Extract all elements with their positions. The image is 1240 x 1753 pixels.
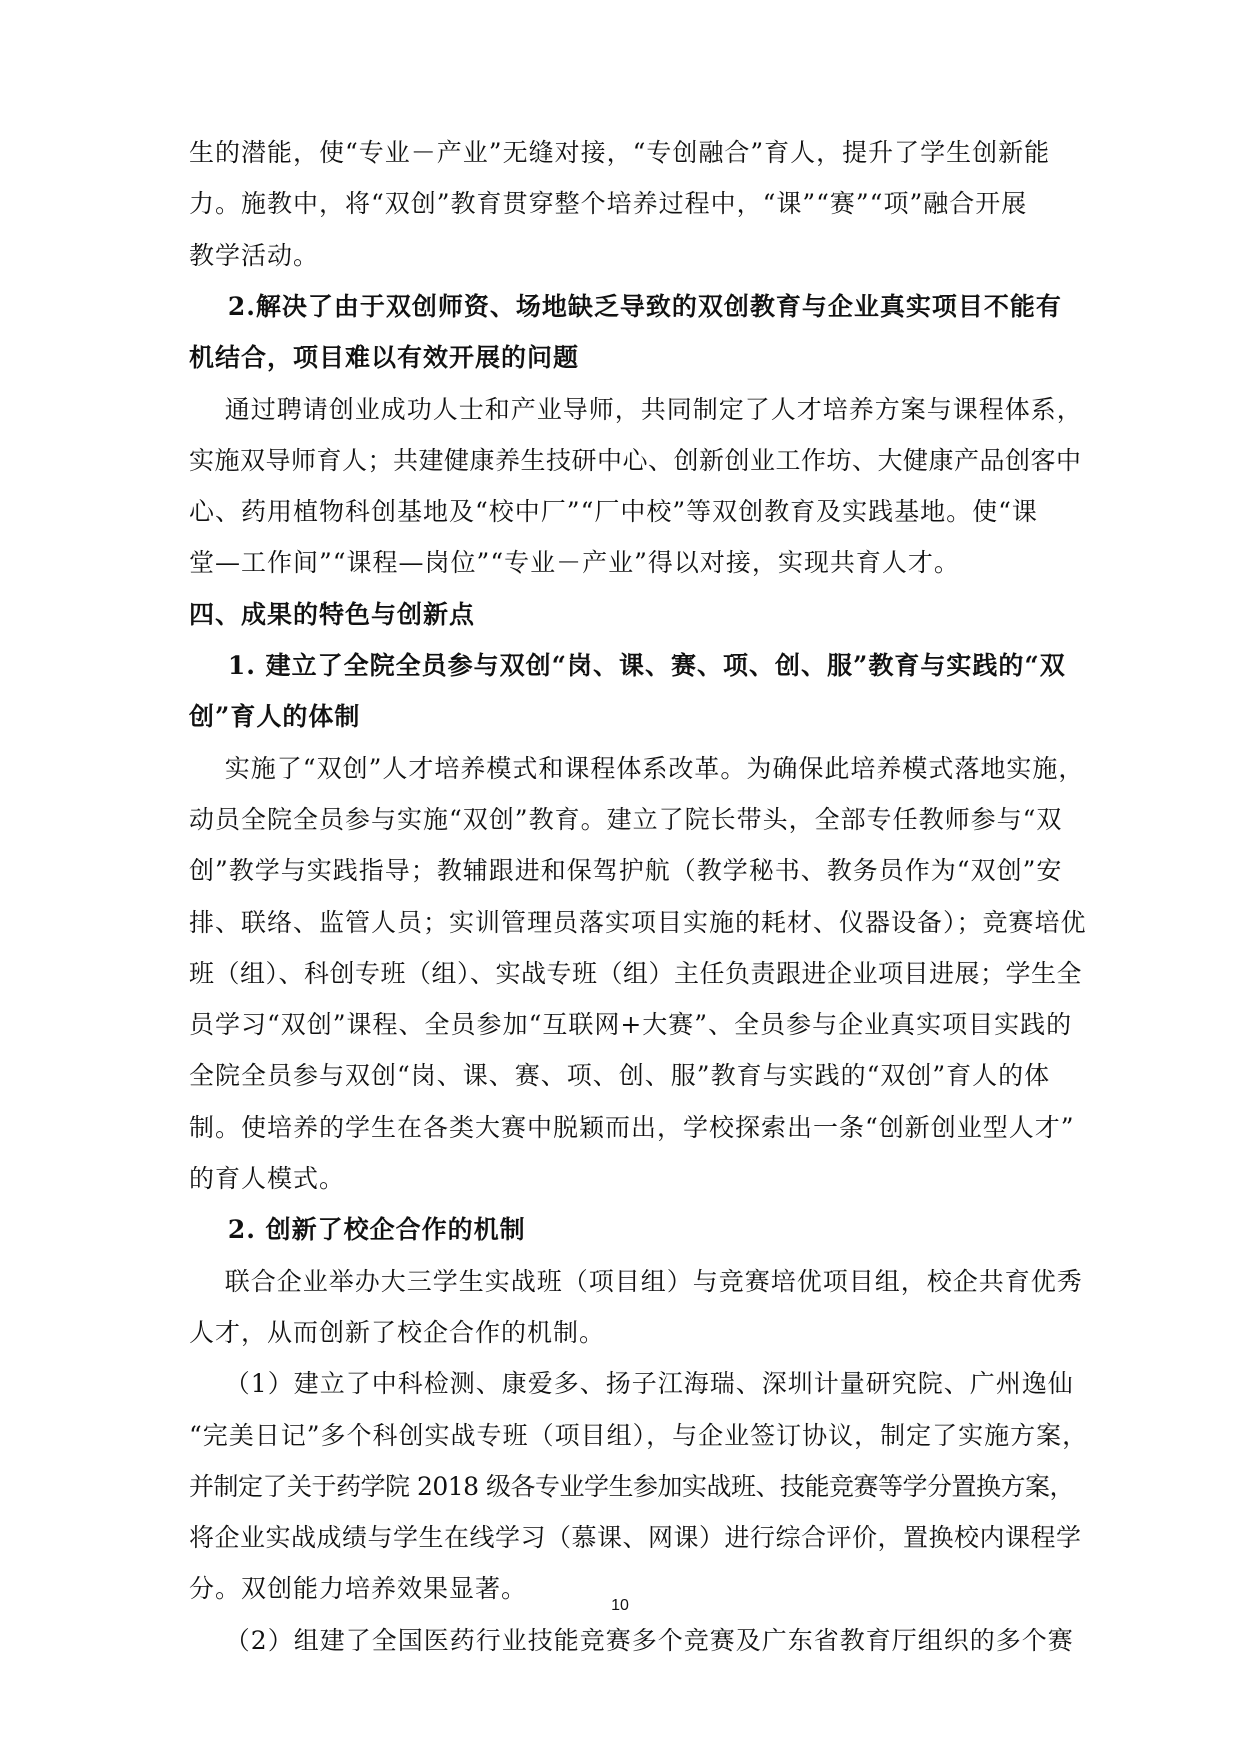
text-line: “完美日记”多个科创实战专班（项目组），与企业签订协议，制定了实施方案， <box>189 1421 1089 1450</box>
text-line: 并制定了关于药学院 2018 级各专业学生参加实战班、技能竞赛等学分置换方案， <box>189 1472 1075 1501</box>
text-line: 心、药用植物科创基地及“校中厂”“厂中校”等双创教育及实践基地。使“课 <box>189 497 1038 526</box>
heading-line: 2.解决了由于双创师资、场地缺乏导致的双创教育与企业真实项目不能有 <box>189 292 1062 321</box>
heading-line: 2. 创新了校企合作的机制 <box>189 1215 526 1244</box>
text-line: 创”教学与实践指导；教辅跟进和保驾护航（教学秘书、教务员作为“双创”安 <box>189 856 1063 885</box>
text-line: 实施了“双创”人才培养模式和课程体系改革。为确保此培养模式落地实施， <box>189 754 1085 783</box>
text-line: 动员全院全员参与实施“双创”教育。建立了院长带头，全部专任教师参与“双 <box>189 805 1063 834</box>
text-line: 全院全员参与双创“岗、课、赛、项、创、服”教育与实践的“双创”育人的体 <box>189 1061 1051 1090</box>
text-line: 通过聘请创业成功人士和产业导师，共同制定了人才培养方案与课程体系， <box>189 395 1083 424</box>
heading-line: 四、成果的特色与创新点 <box>189 600 476 629</box>
text-line: 生的潜能，使“专业－产业”无缝对接，“专创融合”育人，提升了学生创新能 <box>189 138 1051 167</box>
heading-line: 机结合，项目难以有效开展的问题 <box>189 343 580 372</box>
text-line: 排、联络、监管人员；实训管理员落实项目实施的耗材、仪器设备）；竞赛培优 <box>189 908 1087 937</box>
text-line: 堂—工作间”“课程—岗位”“专业－产业”得以对接，实现共育人才。 <box>189 548 960 577</box>
heading-line: 1. 建立了全院全员参与双创“岗、课、赛、项、创、服”教育与实践的“双 <box>189 651 1066 680</box>
text-line: 实施双导师育人；共建健康养生技研中心、创新创业工作坊、大健康产品创客中 <box>189 446 1082 475</box>
text-line: 人才，从而创新了校企合作的机制。 <box>189 1318 606 1347</box>
text-line: （1）建立了中科检测、康爱多、扬子江海瑞、深圳计量研究院、广州逸仙 <box>189 1369 1074 1398</box>
text-line: 教学活动。 <box>189 241 320 270</box>
text-line: 联合企业举办大三学生实战班（项目组）与竞赛培优项目组，校企共育优秀 <box>189 1267 1083 1296</box>
text-line: 分。双创能力培养效果显著。 <box>189 1574 528 1603</box>
text-line: （2）组建了全国医药行业技能竞赛多个竞赛及广东省教育厅组织的多个赛 <box>189 1626 1074 1655</box>
text-line: 的育人模式。 <box>189 1164 346 1193</box>
text-line: 班（组）、科创专班（组）、实战专班（组）主任负责跟进企业项目进展；学生全 <box>189 959 1083 988</box>
text-line: 力。施教中，将“双创”教育贯穿整个培养过程中，“课”“赛”“项”融合开展 <box>189 189 1028 218</box>
text-line: 员学习“双创”课程、全员参加“互联网+大赛”、全员参与企业真实项目实践的 <box>189 1010 1073 1039</box>
page-number: 10 <box>611 1597 629 1614</box>
text-line: 制。使培养的学生在各类大赛中脱颖而出，学校探索出一条“创新创业型人才” <box>189 1113 1075 1142</box>
text-line: 将企业实战成绩与学生在线学习（慕课、网课）进行综合评价，置换校内课程学 <box>189 1523 1082 1552</box>
heading-line: 创”育人的体制 <box>189 702 361 731</box>
